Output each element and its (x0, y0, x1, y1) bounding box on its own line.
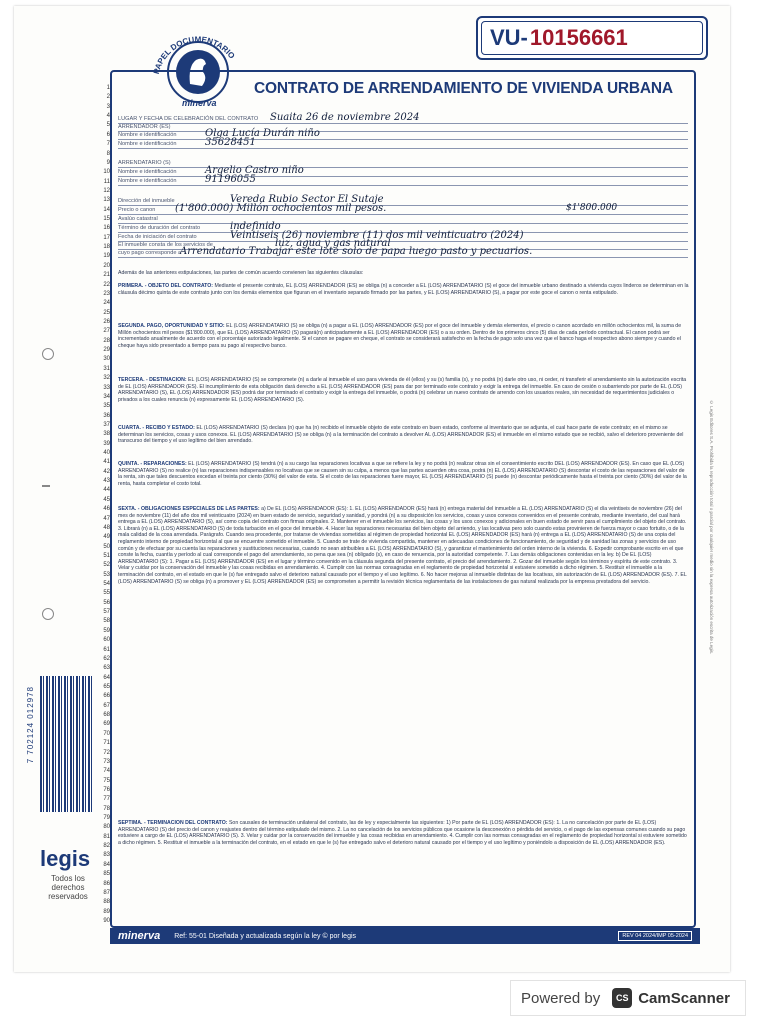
field-label: Nombre e identificación (118, 169, 177, 175)
line-number: 67 (103, 702, 110, 709)
clause (118, 506, 690, 814)
field-label: ARRENDADOR (ES) (118, 124, 171, 130)
line-number: 58 (103, 618, 110, 625)
footer-revision: REV 04 2024/IMP 05-2024 (618, 931, 692, 941)
line-number: 1 (106, 85, 110, 91)
line-number: 34 (103, 393, 110, 400)
line-number: 43 (103, 478, 110, 485)
line-number: 35 (103, 403, 110, 410)
line-number: 15 (103, 216, 110, 223)
field-rule (118, 223, 688, 224)
field-rule (118, 148, 688, 149)
line-number: 29 (103, 347, 110, 354)
field-handwritten-value: 35628451 (205, 137, 256, 148)
line-number: 47 (103, 515, 110, 522)
field-handwritten-value: (1'800.000) Millón ochocientos mil pesos. (175, 203, 387, 214)
clause-text: EL (LOS) ARRENDATARIO (S) tendrá (n) a su cargo las reparaciones locativas a que se refiere la ley y no podrá (n) realizar otras sin el consentimiento escrito DEL (LOS) ARRENDADOR (ES). En caso que EL (LOS) ARRENDATARIO (S) no realice (n) las reparaciones indispensables no locativas que se causen sin su culpa, a menos que las partes acuerden otra cosa, podrá (n) EL (LOS) ARRENDATARIO (S) descontar el costo de las reparaciones del valor de la renta, sin que tales descuentos excedan el treinta por ciento (30%) del valor de esta. Si el costo de las reparaciones fuere mayor, EL (LOS) ARRENDATARIO (S) puede (n) descontar periódicamente hasta el treinta por ciento (30%) del valor de la renta, hasta completar el costo total. (118, 461, 687, 487)
rights-notice: Todos los derechos reservados (48, 874, 88, 901)
line-number: 3 (106, 103, 110, 110)
line-number: 8 (106, 150, 110, 157)
line-number: 37 (103, 421, 110, 428)
canon-amount-box: $1'800.000 (566, 203, 618, 213)
line-number: 5 (106, 122, 110, 129)
field-label: Dirección del inmueble (118, 198, 175, 204)
field-rule (118, 214, 688, 215)
line-number: 14 (103, 206, 110, 213)
field-handwritten-value: Veintiseis (26) noviembre (11) dos mil veinticuatro (2024) (230, 230, 524, 241)
line-number: 54 (103, 581, 110, 588)
clause-heading: CUARTA. - RECIBO Y ESTADO: (118, 425, 195, 431)
footer-bar (110, 928, 700, 944)
clause-text: EL (LOS) ARRENDATARIO (S) se obliga (n) a pagar a EL (LOS) ARRENDADOR (ES) por el goce del inmueble y demás elementos, el precio o canon acordado en millón ochocientos mil, la suma de Millón ochocientos mil pesos ($1'800.000), que EL (LOS) ARRENDATARIO (S) pagará(n) anticipadamente a EL (LOS) ARRENDADOR (ES) o a su orden. Dentro de los primeros cinco (5) días de cada período contractual. El canon podrá ser incrementado anualmente de acuerdo con el porcentaje autorizado legalmente. Si el canon se pagare en cheque, el contrato se considerará satisfecho en la fecha de pago solo una vez que el banco haga el respectivo abono siempre y cuando el cheque haya sido presentado a tiempo para su pago al respectivo banco. (118, 323, 682, 349)
line-number: 40 (103, 450, 110, 457)
contract-number: 10156661 (529, 25, 628, 50)
line-number: 55 (103, 590, 110, 597)
camscanner-name: CamScanner (638, 989, 730, 1007)
field-label: Nombre e identificación (118, 178, 177, 184)
line-number: 85 (103, 871, 110, 878)
line-number: 87 (103, 889, 110, 896)
legis-logo: legis (40, 846, 91, 871)
line-number: 38 (103, 431, 110, 438)
field-label: Fecha de iniciación del contrato (118, 234, 197, 240)
contract-number-prefix: VU- (490, 25, 528, 50)
line-number: 42 (103, 468, 110, 475)
line-number: 26 (103, 318, 110, 325)
line-number: 10 (103, 169, 110, 176)
line-number: 44 (103, 487, 110, 494)
field-label: El inmueble consta de los servicios de (118, 242, 213, 248)
line-number: 32 (103, 375, 110, 382)
field-label: Avalúo catastral (118, 216, 158, 222)
line-number: 27 (103, 328, 110, 335)
line-number: 73 (103, 758, 110, 765)
clause-text: a) De EL (LOS) ARRENDADOR (ES): 1. EL (LOS) ARRENDADOR (ES) hará (n) entrega material del inmueble a EL (LOS) ARRENDATARIO (S) el día veintiseis de noviembre (26) del mes de noviembre (11) del año dos mil veinticuatro (2024) en buen estado de servicio, seguridad y sanidad, y pondrá (n) a su disposición los servicios, cosas y usos conexos convenidos en el presente contrato, mediante inventario, del cual hará entrega a EL (LOS) ARRENDATARIO (S), así como copia del contrato con firmas originales. 2. Mantener en el inmueble los servicios, las cosas y los usos conexos y adicionales en buen estado de servir para el cumplimiento del objeto del contrato. 3. Librará (n) a EL (LOS) ARRENDATARIO (S) de toda turbación en el goce del inmueble. 4. Hacer las reparaciones necesarias del bien objeto del arriendo, y las locativas pero solo cuando estas provinieren de fuerza mayor o caso fortuito, o de la mala calidad de la cosa arrendada. Parágrafo. Cuando sea procedente, por tratarse de viviendas sometidas al régimen de propiedad horizontal EL (LOS) ARRENDADOR (ES) hará (n) entrega a EL (LOS) ARRENDATARIO (S) de una copia del reglamento interno de propiedad horizontal al que se encuentre sometido el inmueble. 5. Cuando se trate de vivienda compartida, mantener en adecuadas condiciones de funcionamiento, de seguridad y de sanidad las zonas y servicios de uso común y de efectuar por su cuenta las reparaciones y sustituciones necesarias, cuando no sean atribuibles a EL (LOS) ARRENDATARIO (S), y garantizar el mantenimiento del orden interno de la vivienda. 6. Expedir comprobante escrito en el que conste la fecha, cuantía y período al cual corresponde el pago del arrendamiento, so pena que sea (n) obligado (s), en caso de renuencia, por la autoridad competente. 7. Las demás obligaciones contenidas en la ley. b) De EL (LOS) ARRENDATARIO (S): 1. Pagar a EL (LOS) ARRENDADOR (ES) en el lugar y término convenido en la cláusula segunda del presente contrato, el precio del arrendamiento. 2. Gozar del inmueble según los términos y espíritu de este contrato. 3. Velar y cuidar por la conservación del inmueble y las cosas recibidas en arrendamiento. 4. Cumplir con las normas consagradas en el reglamento de propiedad horizontal si estuviere sometido a dicho régimen. 5. Restituir el inmueble a la terminación del contrato, en el estado en que le (s) fue entregado salvo el deterioro natural causado por el tiempo y el uso legítimo. 6. No hacer mejoras al inmueble distintas de las locativas, sin autorización de EL (LOS) ARRENDADOR (ES). 7. EL (LOS) ARRENDATARIO (S) se obliga (n) a promover y EL (LOS) ARRENDADOR (ES) se comprometen a permitir la revisión técnica reglamentaria de las instalaciones de gas natural realizada por la empresa prestadora del servicio. (118, 506, 687, 585)
line-number: 84 (103, 861, 110, 868)
line-number: 57 (103, 609, 110, 616)
line-number: 41 (103, 459, 110, 466)
line-number: 80 (103, 824, 110, 831)
line-number: 88 (103, 899, 110, 906)
line-number: 17 (103, 234, 110, 241)
field-handwritten-value: 91196055 (205, 174, 256, 185)
line-number: 68 (103, 712, 110, 719)
line-number: 28 (103, 337, 110, 344)
line-number: 56 (103, 599, 110, 606)
line-number: 7 (106, 141, 110, 148)
field-rule (118, 139, 688, 140)
line-number: 50 (103, 543, 110, 550)
line-number: 53 (103, 571, 110, 578)
clause-heading: QUINTA. - REPARACIONES: (118, 461, 187, 467)
line-number: 12 (103, 187, 110, 194)
fold-mark (42, 485, 50, 487)
line-number: 63 (103, 665, 110, 672)
clause-heading: PRIMERA. - OBJETO DEL CONTRATO: (118, 283, 214, 289)
line-number: 19 (103, 253, 110, 260)
svg-text:PAPEL DOCUMENTARIO: PAPEL DOCUMENTARIO (151, 34, 237, 76)
contract-title: CONTRATO DE ARRENDAMIENTO DE VIVIENDA URBANA (254, 80, 673, 97)
field-label: Término de duración del contrato (118, 225, 201, 231)
line-number: 72 (103, 749, 110, 756)
line-number: 33 (103, 384, 110, 391)
clause-heading: SEGUNDA. PAGO, OPORTUNIDAD Y SITIO: (118, 323, 225, 329)
footer-reference: Ref: 55-01 Diseñada y actualizada según la ley © por legis (174, 932, 357, 940)
line-number: 75 (103, 777, 110, 784)
line-number: 25 (103, 309, 110, 316)
line-number: 20 (103, 262, 110, 269)
field-rule (118, 257, 688, 258)
line-number: 62 (103, 655, 110, 662)
clause-text: EL (LOS) ARRENDATARIO (S) se compromete (n) a darle al inmueble el uso para vivienda de él (ellos) y su (s) familia (s), y no podrá (n) darle otro uso, ni ceder, ni transferir el arrendamiento sin la autorización escrita de EL (LOS) ARRENDADOR (ES). El incumplimiento de esta obligación dará derecho a EL (LOS) ARRENDADOR (ES) para dar por terminado este contrato y exigir la entrega del inmueble. En caso de cesión o subarriendo por parte de EL (LOS) ARRENDATARIO (S), EL (LOS) ARRENDADOR (ES) podrá dar por terminado el contrato y exigir la entrega del inmueble, o podrá (n) celebrar un nuevo contrato de arrendo con los usuarios reales, sin necesidad de requerimientos judiciales o privados a los cuales renuncia (n) expresamente EL (LOS) ARRENDATARIO (S). (118, 377, 687, 403)
clause (118, 377, 690, 421)
barcode (40, 676, 92, 812)
line-number: 6 (106, 131, 110, 138)
line-number: 11 (103, 178, 110, 185)
line-number: 76 (103, 786, 110, 793)
line-number: 69 (103, 721, 110, 728)
line-number: 61 (103, 646, 110, 653)
powered-by-text: Powered by (521, 989, 601, 1007)
svg-text:minerva: minerva (182, 98, 217, 108)
clause (118, 820, 690, 920)
line-number: 18 (103, 244, 110, 251)
clause-text: Mediante el presente contrato, EL (LOS) ARRENDADOR (ES) se obliga (n) a conceder a EL (LOS) ARRENDATARIO (S) el goce del inmueble urbano destinado a vivienda cuyos linderos se determinan en la cláusula décimo quinta de este contrato junto con los demás elementos que figuran en el inventario separado firmado por las partes, y EL (LOS) ARRENDATARIO (S), a pagar por este goce el canon o renta estipulado. (118, 283, 689, 296)
line-number: 48 (103, 524, 110, 531)
clause (118, 461, 690, 501)
line-number: 36 (103, 412, 110, 419)
field-rule (118, 176, 688, 177)
field-label: Nombre e identificación (118, 141, 177, 147)
clause (118, 283, 690, 317)
clause-heading: SÉPTIMA. - TERMINACIÓN DEL CONTRATO: (118, 820, 228, 826)
field-rule (118, 167, 688, 168)
line-number: 83 (103, 852, 110, 859)
line-number: 82 (103, 843, 110, 850)
line-number: 90 (103, 917, 110, 924)
field-handwritten-value: Arrendatario Trabajar este lote solo de papa luego pasto y pecuarios. (180, 246, 533, 257)
field-label: Precio o canon (118, 207, 156, 213)
barcode-number: 7 702124 012978 (26, 686, 35, 764)
line-number: 46 (103, 506, 110, 513)
line-number: 66 (103, 693, 110, 700)
line-number: 24 (103, 300, 110, 307)
line-number: 60 (103, 637, 110, 644)
field-label: LUGAR Y FECHA DE CELEBRACIÓN DEL CONTRATO (118, 116, 259, 122)
line-number: 65 (103, 684, 110, 690)
line-number: 30 (103, 356, 110, 363)
line-number: 9 (106, 159, 110, 166)
clause-text: EL (LOS) ARRENDATARIO (S) declara (n) que ha (n) recibido el inmueble objeto de este contrato en buen estado, conforme al inventario que se adjunta, el cual hace parte de este contrato; en el mismo se determinan los servicios, cosas y usos conexos. EL (LOS) ARRENDATARIO (S) se obliga (n) a la terminación del contrato a devolver AL (LOS) ARRENDADOR (ES) el inmueble en el mismo estado que se recibió, salvo el deterioro proveniente del transcurso del tiempo y el uso legítimo del bien arrendado. (118, 425, 684, 445)
field-handwritten-value: luz, agua y gas natural (275, 238, 391, 249)
line-number: 81 (103, 833, 110, 840)
line-number: 16 (103, 225, 110, 232)
line-number: 79 (103, 815, 110, 822)
line-numbers (96, 84, 110, 926)
line-number: 23 (103, 290, 110, 297)
field-rule (118, 131, 688, 132)
camscanner-icon: CS (612, 988, 632, 1008)
clause-heading: SEXTA. - OBLIGACIONES ESPECIALES DE LAS PARTES: (118, 506, 260, 512)
field-label: Nombre e identificación (118, 132, 177, 138)
binder-hole (42, 608, 54, 620)
field-label: cuyo pago corresponde a (118, 250, 182, 256)
field-handwritten-value: Olga Lucía Durán niño (205, 128, 320, 139)
contract-number-box (476, 16, 708, 60)
line-number: 39 (103, 440, 110, 447)
field-handwritten-value: indefinido (230, 221, 281, 232)
clause-heading: TERCERA. - DESTINACIÓN: (118, 377, 187, 383)
clause (118, 425, 690, 457)
intro-text: Además de las anteriores estipulaciones, las partes de común acuerdo convienen las siguientes cláusulas: (118, 270, 364, 276)
line-number: 51 (103, 552, 110, 559)
line-number: 86 (103, 880, 110, 887)
field-handwritten-value: Vereda Rubio Sector El Sutaje (230, 194, 384, 205)
field-handwritten-value: Argelio Castro niño (205, 165, 304, 176)
field-rule (118, 123, 688, 124)
line-number: 77 (103, 796, 110, 803)
line-number: 49 (103, 534, 110, 541)
line-number: 21 (103, 272, 110, 279)
line-number: 59 (103, 627, 110, 634)
binder-hole (42, 348, 54, 360)
line-number: 71 (103, 740, 110, 747)
clause-text: Son causales de terminación unilateral del contrato, las de ley y especialmente las siguientes: 1) Por parte de EL (LOS) ARRENDADOR (ES): 1. La no cancelación por parte de EL (LOS) ARRENDATARIO (S) del precio del canon y reajustes dentro del término estipulado del mismo. 2. La no cancelación de los servicios públicos que ocasione la desconexión o pérdida del servicio, o el pago de las expensas comunes cuando su pago estuviere a cargo de EL (LOS) ARRENDATARIO (S). 3. Velar y cuidar por la conservación del inmueble y las cosas recibidas en arrendamiento. 4. Cumplir con las normas consagradas en el reglamento de propiedad horizontal si estuviere sometido a dicho régimen. 5. Restituir el inmueble a la terminación del contrato, en el estado en que le (s) fue entregado salvo el deterioro natural causado por el tiempo y el uso legítimo y poniéndolo a disposición de EL (LOS) ARRENDADOR (ES). (118, 820, 687, 846)
line-number: 89 (103, 908, 110, 915)
field-handwritten-value: Suaita 26 de noviembre 2024 (270, 112, 420, 123)
line-number: 64 (103, 674, 110, 681)
line-number: 22 (103, 281, 110, 288)
line-number: 78 (103, 805, 110, 812)
line-number: 70 (103, 730, 110, 737)
footer-brand: minerva (118, 930, 161, 942)
field-rule (118, 185, 688, 186)
line-number: 2 (106, 94, 110, 101)
camscanner-watermark (510, 980, 746, 1016)
field-label: ARRENDATARIO (S) (118, 160, 171, 166)
line-number: 45 (103, 496, 110, 503)
line-number: 52 (103, 562, 110, 569)
line-number: 13 (103, 197, 110, 204)
line-number: 74 (103, 768, 110, 775)
line-number: 31 (103, 365, 110, 372)
line-number: 4 (106, 113, 110, 120)
clause (118, 323, 690, 373)
vertical-copyright: © Legis Editores S.A. Prohibida la reproducción total o parcial por cualquier medio sin la expresa autorización escrita de Legis. (709, 400, 714, 655)
